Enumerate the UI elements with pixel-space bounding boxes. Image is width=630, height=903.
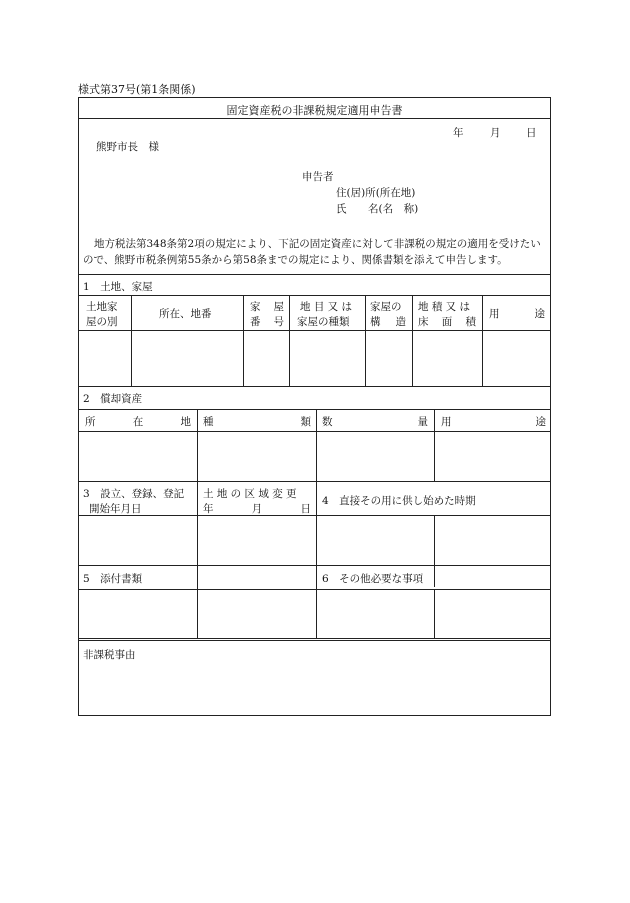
applicant-name-label-1: 氏: [336, 203, 347, 215]
divider: [79, 589, 550, 590]
text: 在: [132, 416, 144, 428]
divider: [79, 386, 550, 387]
text: 用: [441, 416, 452, 428]
text: 地: [180, 416, 191, 428]
divider: [79, 409, 550, 410]
text: 数: [322, 416, 333, 428]
s1-col-type-2: 屋の別: [86, 316, 118, 328]
divider: [79, 638, 550, 639]
direct-use-heading: 4 直接その用に供し始めた時期: [322, 495, 476, 507]
text: 号: [273, 316, 284, 328]
col-line: [434, 515, 435, 587]
land-change-date: [203, 501, 311, 516]
date-day: 日: [526, 127, 537, 139]
col-line: [365, 295, 366, 386]
s1-col-category-2: 家屋の種類: [297, 316, 350, 328]
s1-col-area-2: [418, 314, 476, 329]
s1-col-type-1: 土地家: [86, 301, 118, 313]
text: 所: [85, 416, 96, 428]
divider: [79, 274, 550, 275]
s2-col-kind: [203, 414, 311, 429]
date-month: 月: [490, 127, 501, 139]
divider: [79, 295, 550, 296]
applicant-label: 申告者: [302, 171, 334, 183]
form-label: 様式第37号(第1条関係): [78, 83, 196, 96]
col-line: [289, 295, 290, 386]
divider: [79, 640, 550, 641]
col-line: [482, 295, 483, 386]
statement-text: 地方税法第348条第2項の規定により、下記の固定資産に対して非課税の規定の適用を受けたいので、熊野市税条例第55条から第58条までの規定により、関係書類を添えて申告します。: [83, 238, 541, 266]
divider: [79, 481, 550, 482]
attachments-heading: 5 添付書類: [83, 573, 143, 585]
date-year: 年: [453, 127, 464, 139]
text: 日: [300, 503, 311, 515]
divider: [79, 565, 550, 566]
text: 家: [250, 301, 261, 313]
s1-col-use: [489, 306, 545, 321]
text: 番: [250, 316, 261, 328]
s1-col-category-1: 地 目 又 は: [300, 301, 353, 313]
text: 途: [534, 308, 545, 320]
text: 面: [441, 316, 453, 328]
section1-heading: 1 土地、家屋: [83, 281, 153, 293]
col-line: [434, 589, 435, 638]
text: 量: [417, 416, 428, 428]
text: 年: [203, 503, 214, 515]
s2-col-quantity: [322, 414, 428, 429]
text: 用: [489, 308, 500, 320]
s1-col-location: 所在、地番: [159, 308, 212, 320]
text: 造: [395, 316, 406, 328]
col-line: [243, 295, 244, 386]
text: 途: [535, 416, 546, 428]
reason-label: 非課税事由: [83, 649, 136, 661]
divider: [79, 431, 550, 432]
section3-heading-1: 3 設立、登録、登記: [83, 488, 185, 500]
applicant-name-label-2: 名(名 称): [368, 203, 419, 215]
col-line: [434, 409, 435, 481]
text: 積: [465, 316, 476, 328]
form-frame: [78, 97, 551, 716]
applicant-address-label: 住(居)所(所在地): [336, 187, 416, 199]
other-matters-heading: 6 その他必要な事項: [322, 573, 424, 585]
s1-col-structure-1: 家屋の: [370, 301, 402, 313]
col-line: [131, 295, 132, 386]
s1-col-structure-2: [370, 314, 406, 329]
divider: [79, 330, 550, 331]
text: 類: [300, 416, 311, 428]
s1-col-number-2: [250, 314, 284, 329]
land-change-label: 土 地 の 区 域 変 更: [203, 488, 297, 500]
form-title: 固定資産税の非課税規定適用申告書: [226, 104, 403, 117]
section2-heading: 2 償却資産: [83, 393, 143, 405]
s1-col-area-1: 地 積 又 は: [418, 301, 471, 313]
divider: [79, 515, 550, 516]
text: 構: [370, 316, 381, 328]
s2-col-location: [85, 414, 191, 429]
s1-col-number-1: [250, 299, 284, 314]
s2-col-use: [441, 414, 546, 429]
col-line: [316, 409, 317, 638]
col-line: [412, 295, 413, 386]
text: 屋: [273, 301, 284, 313]
text: 月: [251, 503, 263, 515]
text: 床: [418, 316, 429, 328]
col-line: [197, 409, 198, 638]
text: 種: [203, 416, 214, 428]
addressee: 熊野市長 様: [96, 141, 159, 153]
section3-heading-2: 開始年月日: [89, 503, 142, 515]
divider: [79, 118, 550, 119]
